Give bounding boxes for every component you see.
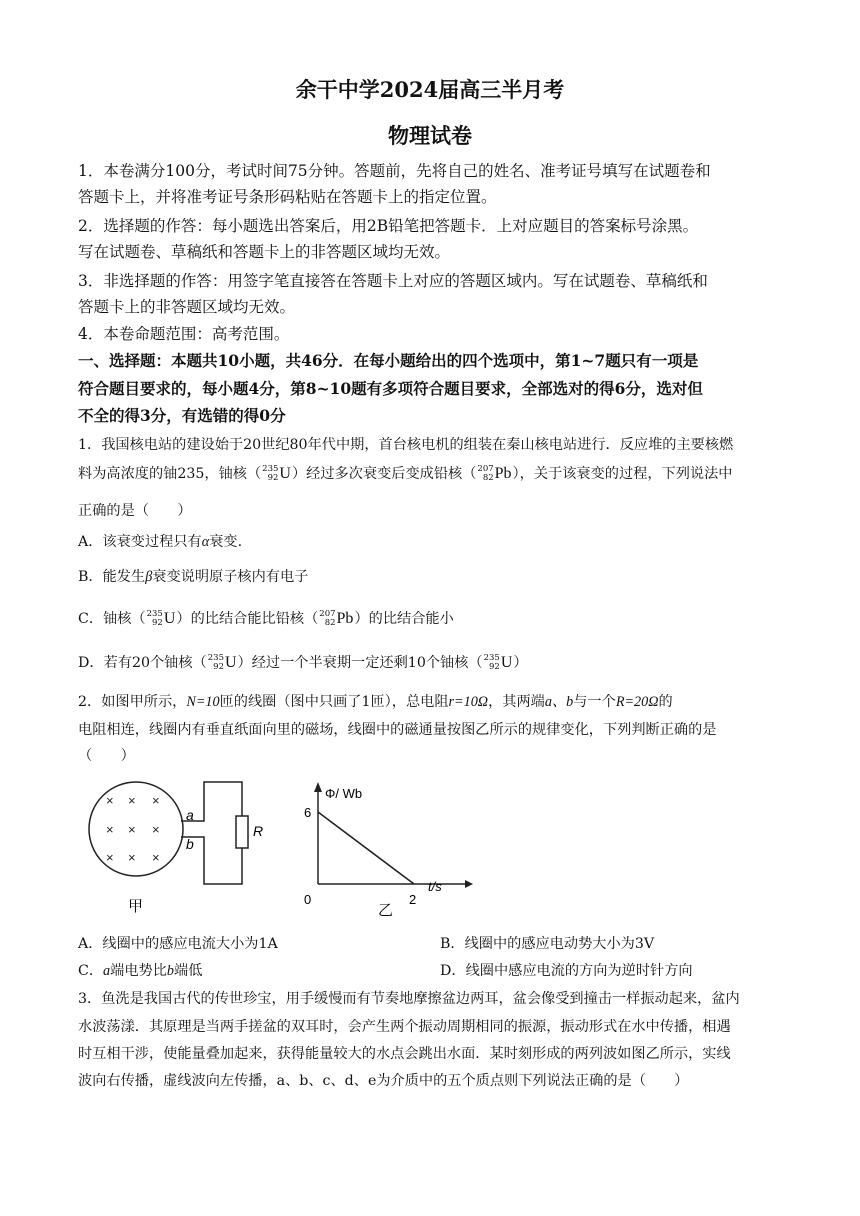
- q1-option-d: D．若有20个铀核（ 235 92 U ）经过一个半衰期一定还剩10个铀核（ 235 92 U ）: [78, 653, 528, 672]
- q2-option-c: C．a端电势比b端低: [78, 963, 203, 979]
- note-line: 2．选择题的作答：每小题选出答案后，用2B铅笔把答题卡．上对应题目的答案标号涂黑。: [78, 217, 699, 235]
- svg-text:×: ×: [128, 793, 136, 808]
- terminal-b-label: b: [186, 836, 194, 852]
- note-line: 4．本卷命题范围：高考范围。: [78, 325, 290, 343]
- q1-option-c: C．铀核（ 235 92 U ）的比结合能比铅核（ 207 82 Pb ）的比结合能小: [78, 609, 454, 628]
- svg-text:×: ×: [106, 850, 114, 865]
- note-line: 3．非选择题的作答：用签字笔直接答在答题卡上对应的答题区域内。写在试题卷、草稿纸和: [78, 272, 708, 290]
- page-subtitle: 物理试卷: [388, 123, 472, 148]
- x-axis-label: t/s: [428, 879, 442, 894]
- y-tick-label: 6: [304, 805, 312, 820]
- q3-stem: 3．鱼洗是我国古代的传世珍宝，用手缓慢而有节奏地摩擦盆边两耳，盆会像受到撞击一样振动起来，盆内: [78, 991, 740, 1007]
- q1-stem: 1．我国核电站的建设始于20世纪80年代中期，首台核电机的组装在秦山核电站进行．反应堆的主要核燃: [78, 437, 734, 453]
- q1-option-a: A．该衰变过程只有α衰变.: [78, 534, 243, 550]
- note-line: 1．本卷满分100分，考试时间75分钟。答题前，先将自己的姓名、准考证号填写在试题卷和: [78, 162, 711, 180]
- q1-stem: 正确的是（ ）: [78, 503, 192, 519]
- figure-caption-jia: 甲: [128, 898, 144, 915]
- uranium-nuclide: 235 92 U: [207, 653, 237, 672]
- lead-nuclide: 207 82 Pb: [319, 609, 354, 628]
- coil-circle: [89, 782, 183, 876]
- uranium-nuclide: 235 92 U: [262, 464, 291, 483]
- q3-stem: 时互相干涉，使能量叠加起来，获得能量较大的水点会跳出水面．某时刻形成的两列波如图乙所示，实线: [78, 1046, 731, 1062]
- x-axis-arrow: [465, 880, 473, 888]
- note-line: 写在试题卷、草稿纸和答题卡上的非答题区域均无效。: [78, 243, 451, 261]
- resistor: [236, 816, 248, 848]
- y-axis-arrow: [314, 782, 322, 792]
- svg-text:×: ×: [152, 822, 160, 837]
- q2-stem: 电阻相连，线圈内有垂直纸面向里的磁场，线圈中的磁通量按图乙所示的规律变化，下列判断正确的是: [78, 722, 717, 738]
- flux-time-chart: [300, 778, 480, 918]
- terminal-a-label: a: [186, 807, 194, 823]
- svg-text:×: ×: [152, 850, 160, 865]
- svg-text:×: ×: [152, 793, 160, 808]
- q2-stem: （ ）: [78, 748, 135, 764]
- figure-coil-circuit: [86, 776, 266, 916]
- x-tick-label: 2: [409, 892, 417, 907]
- q2-stem: 2．如图甲所示，N=10匝的线圈（图中只画了1匝），总电阻r=10Ω，其两端a、b与一个R=20Ω的: [78, 694, 673, 710]
- svg-text:×: ×: [128, 850, 136, 865]
- note-line: 答题卡上的非答题区域均无效。: [78, 298, 296, 316]
- figure-caption-yi: 乙: [378, 902, 394, 918]
- flux-series-line: [318, 812, 414, 884]
- section-heading: 符合题目要求的，每小题4分，第8~10题有多项符合题目要求，全部选对的得6分，选对但: [78, 379, 703, 398]
- q3-stem: 水波荡漾．其原理是当两手搓盆的双耳时，会产生两个振动周期相同的振源，振动形式在水中传播，相遇: [78, 1019, 731, 1035]
- svg-text:×: ×: [106, 822, 114, 837]
- uranium-nuclide: 235 92 U: [483, 653, 513, 672]
- q2-option-b: B．线圈中的感应电动势大小为3V: [440, 936, 655, 952]
- y-axis-label: Φ/ Wb: [325, 786, 363, 801]
- origin-tick-label: 0: [304, 892, 312, 907]
- svg-text:×: ×: [106, 793, 114, 808]
- svg-text:×: ×: [128, 822, 136, 837]
- section-heading: 不全的得3分，有选错的得0分: [78, 406, 286, 425]
- section-heading: 一、选择题：本题共10小题，共46分．在每小题给出的四个选项中，第1~7题只有一项是: [78, 351, 699, 370]
- resistor-label: R: [253, 823, 264, 839]
- q1-option-b: B．能发生β衰变说明原子核内有电子: [78, 569, 309, 585]
- q2-option-a: A．线圈中的感应电流大小为1A: [78, 936, 278, 952]
- page-title: 余干中学2024届高三半月考: [295, 77, 565, 102]
- magnetic-field-crosses: [106, 793, 160, 865]
- uranium-nuclide: 235 92 U: [146, 609, 176, 628]
- q3-stem: 波向右传播，虚线波向左传播，a、b、c、d、e为介质中的五个质点则下列说法正确的是（ ）: [78, 1073, 689, 1089]
- q1-stem: 料为高浓度的铀235，铀核（ 235 92 U ）经过多次衰变后变成铅核（ 207 82 Pb ），关于该衰变的过程，下列说法中: [78, 464, 733, 483]
- note-line: 答题卡上，并将准考证号条形码粘贴在答题卡上的指定位置。: [78, 188, 497, 206]
- q2-option-d: D．线圈中感应电流的方向为逆时针方向: [440, 963, 693, 979]
- lead-nuclide: 207 82 Pb: [477, 464, 512, 483]
